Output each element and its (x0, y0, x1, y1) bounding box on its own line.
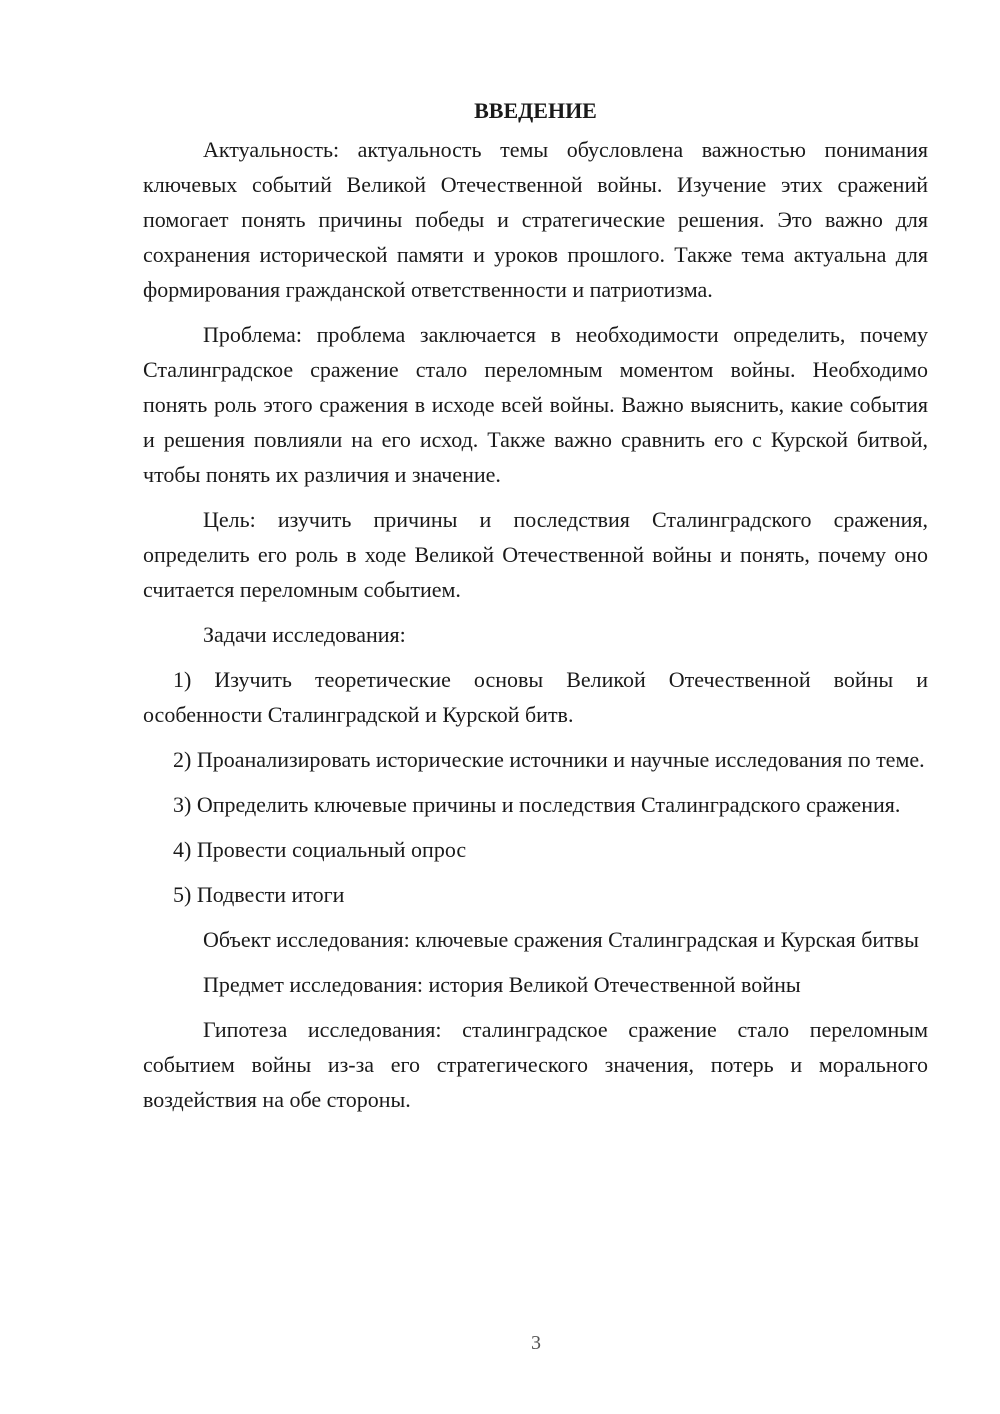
object-paragraph: Объект исследования: ключевые сражения Сталинградская и Курская битвы (203, 927, 919, 952)
subject-paragraph: Предмет исследования: история Великой Отечественной войны (203, 972, 801, 997)
page-number: 3 (531, 1332, 541, 1354)
document-page (143, 95, 928, 1127)
task-item-4: 4) Провести социальный опрос (173, 837, 467, 862)
section-heading: ВВЕДЕНИЕ (474, 98, 597, 123)
relevance-paragraph: Актуальность: актуальность темы обусловлена важностью понимания ключевых событий Великой Отечественной войны. Изучение этих сражений помогает понять причины победы и стратегические решения. Это важно для сохранения исторической памяти и уроков прошлого. Также тема актуальна для формирования гражданской ответственности и патриотизма. (143, 137, 928, 302)
hypothesis-paragraph: Гипотеза исследования: сталинградское сражение стало переломным событием войны из-за его стратегического значения, потерь и морального воздействия на обе стороны. (143, 1017, 928, 1112)
task-item-1: 1) Изучить теоретические основы Великой Отечественной войны и особенности Сталинградской и Курской битв. (143, 667, 928, 727)
problem-paragraph: Проблема: проблема заключается в необходимости определить, почему Сталинградское сражение стало переломным моментом войны. Необходимо понять роль этого сражения в исходе всей войны. Важно выяснить, какие события и решения повлияли на его исход. Также важно сравнить его с Курской битвой, чтобы понять их различия и значение. (143, 322, 928, 487)
task-item-2: 2) Проанализировать исторические источники и научные исследования по теме. (173, 747, 925, 772)
goal-paragraph: Цель: изучить причины и последствия Сталинградского сражения, определить его роль в ходе Великой Отечественной войны и понять, почему оно считается переломным событием. (143, 507, 928, 602)
tasks-title: Задачи исследования: (203, 622, 406, 647)
task-item-3: 3) Определить ключевые причины и последствия Сталинградского сражения. (173, 792, 901, 817)
task-item-5: 5) Подвести итоги (173, 882, 345, 907)
